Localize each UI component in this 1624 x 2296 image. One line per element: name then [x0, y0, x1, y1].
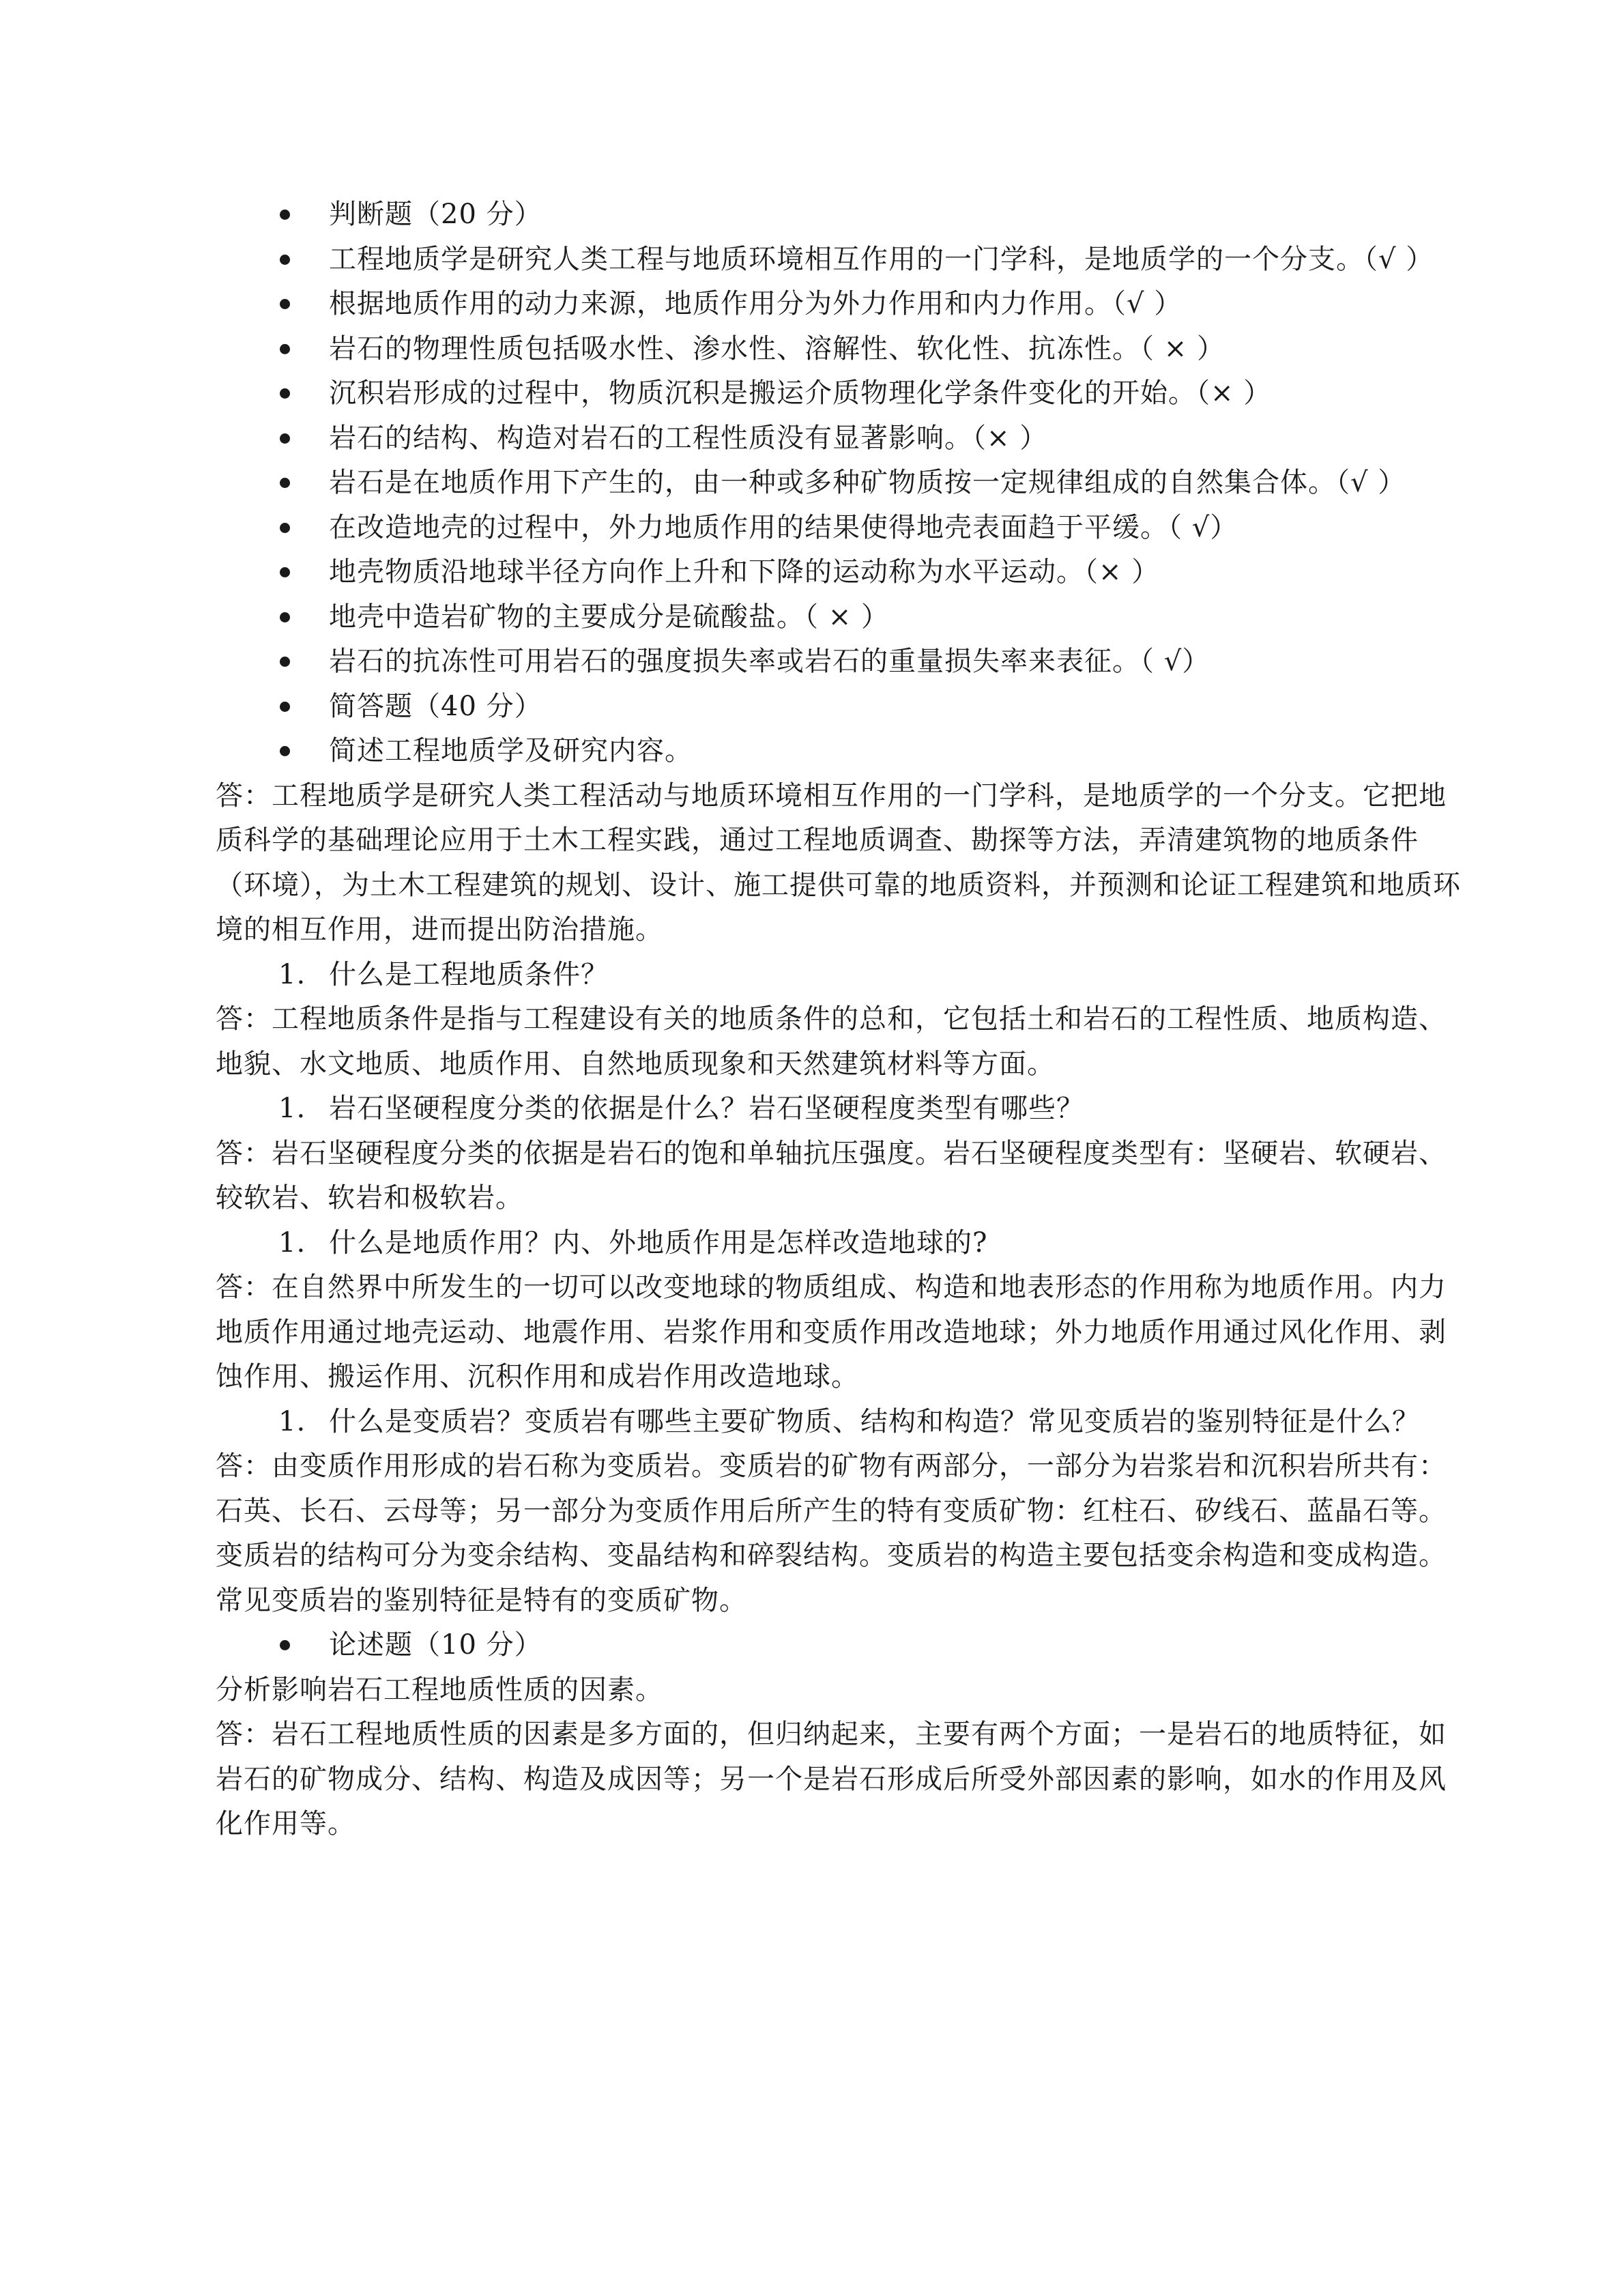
judge-item: 在改造地壳的过程中，外力地质作用的结果使得地壳表面趋于平缓。（ √） — [216, 506, 1464, 551]
bullet-icon — [280, 523, 290, 533]
judge-item: 地壳物质沿地球半径方向作上升和下降的运动称为水平运动。（× ） — [216, 550, 1464, 595]
essay-answer: 答：岩石工程地质性质的因素是多方面的，但归纳起来，主要有两个方面；一是岩石的地质特征，如岩石的矿物成分、结构、构造及成因等；另一个是岩石形成后所受外部因素的影响，如水的作用及风化作用等。 — [216, 1719, 1447, 1839]
question-number: 1. — [278, 958, 306, 990]
bullet-icon — [280, 657, 290, 667]
bullet-icon — [280, 344, 290, 354]
question-5: 1. 什么是变质岩？变质岩有哪些主要矿物质、结构和构造？常见变质岩的鉴别特征是什么？ — [216, 1400, 1464, 1445]
answer-1: 答：工程地质学是研究人类工程活动与地质环境相互作用的一门学科，是地质学的一个分支。它把地质科学的基础理论应用于土木工程实践，通过工程地质调查、勘探等方法，弄清建筑物的地质条件（环境），为土木工程建筑的规划、设计、施工提供可靠的地质资料，并预测和论证工程建筑和地质环境的相互作用，进而提出防治措施。 — [216, 779, 1461, 945]
judge-item: 岩石的物理性质包括吸水性、渗水性、溶解性、软化性、抗冻性。（ × ） — [216, 327, 1464, 372]
judge-item: 地壳中造岩矿物的主要成分是硫酸盐。（ × ） — [216, 595, 1464, 640]
answer-4: 答：在自然界中所发生的一切可以改变地球的物质组成、构造和地表形态的作用称为地质作用。内力地质作用通过地壳运动、地震作用、岩浆作用和变质作用改造地球；外力地质作用通过风化作用、剥蚀作用、搬运作用、沉积作用和成岩作用改造地球。 — [216, 1272, 1447, 1392]
bullet-icon — [280, 702, 290, 712]
bullet-icon — [280, 567, 290, 577]
answer-2: 答：工程地质条件是指与工程建设有关的地质条件的总和，它包括土和岩石的工程性质、地质构造、地貌、水文地质、地质作用、自然地质现象和天然建筑材料等方面。 — [216, 1003, 1447, 1080]
judge-item: 工程地质学是研究人类工程与地质环境相互作用的一门学科，是地质学的一个分支。（√ ） — [216, 238, 1464, 283]
answer-5: 答：由变质作用形成的岩石称为变质岩。变质岩的矿物有两部分，一部分为岩浆岩和沉积岩所共有：石英、长石、云母等；另一部分为变质作用后所产生的特有变质矿物：红柱石、矽线石、蓝晶石等。变质岩的结构可分为变余结构、变晶结构和碎裂结构。变质岩的构造主要包括变余构造和变成构造。常见变质岩的鉴别特征是特有的变质矿物。 — [216, 1450, 1447, 1616]
bullet-icon — [280, 433, 290, 444]
bullet-icon — [280, 1640, 290, 1650]
bullet-icon — [280, 478, 290, 488]
question-2: 1. 什么是工程地质条件？ — [216, 953, 1464, 998]
judge-item: 沉积岩形成的过程中，物质沉积是搬运介质物理化学条件变化的开始。（× ） — [216, 371, 1464, 416]
bullet-icon — [280, 299, 290, 309]
question-number: 1. — [278, 1405, 306, 1437]
judge-item: 岩石是在地质作用下产生的，由一种或多种矿物质按一定规律组成的自然集合体。（√ ） — [216, 461, 1464, 506]
essay-question: 分析影响岩石工程地质性质的因素。 — [216, 1674, 663, 1706]
bullet-icon — [280, 746, 290, 756]
essay-heading: 论述题（10 分） — [216, 1623, 1464, 1668]
question-1: 简述工程地质学及研究内容。 — [216, 729, 1464, 774]
question-3: 1. 岩石坚硬程度分类的依据是什么？岩石坚硬程度类型有哪些？ — [216, 1087, 1464, 1132]
short-answer-heading: 简答题（40 分） — [216, 685, 1464, 730]
judge-item: 根据地质作用的动力来源，地质作用分为外力作用和内力作用。（√ ） — [216, 282, 1464, 327]
question-number: 1. — [278, 1226, 306, 1259]
bullet-icon — [280, 388, 290, 399]
judge-heading: 判断题（20 分） — [216, 192, 1464, 238]
bullet-icon — [280, 210, 290, 220]
answer-3: 答：岩石坚硬程度分类的依据是岩石的饱和单轴抗压强度。岩石坚硬程度类型有：坚硬岩、软硬岩、较软岩、软岩和极软岩。 — [216, 1137, 1447, 1214]
judge-item: 岩石的结构、构造对岩石的工程性质没有显著影响。（× ） — [216, 416, 1464, 461]
document-content — [216, 192, 1464, 1847]
judge-item: 岩石的抗冻性可用岩石的强度损失率或岩石的重量损失率来表征。（ √） — [216, 640, 1464, 685]
bullet-icon — [280, 255, 290, 265]
question-4: 1. 什么是地质作用？内、外地质作用是怎样改造地球的? — [216, 1221, 1464, 1266]
question-number: 1. — [278, 1093, 306, 1124]
bullet-icon — [280, 612, 290, 622]
